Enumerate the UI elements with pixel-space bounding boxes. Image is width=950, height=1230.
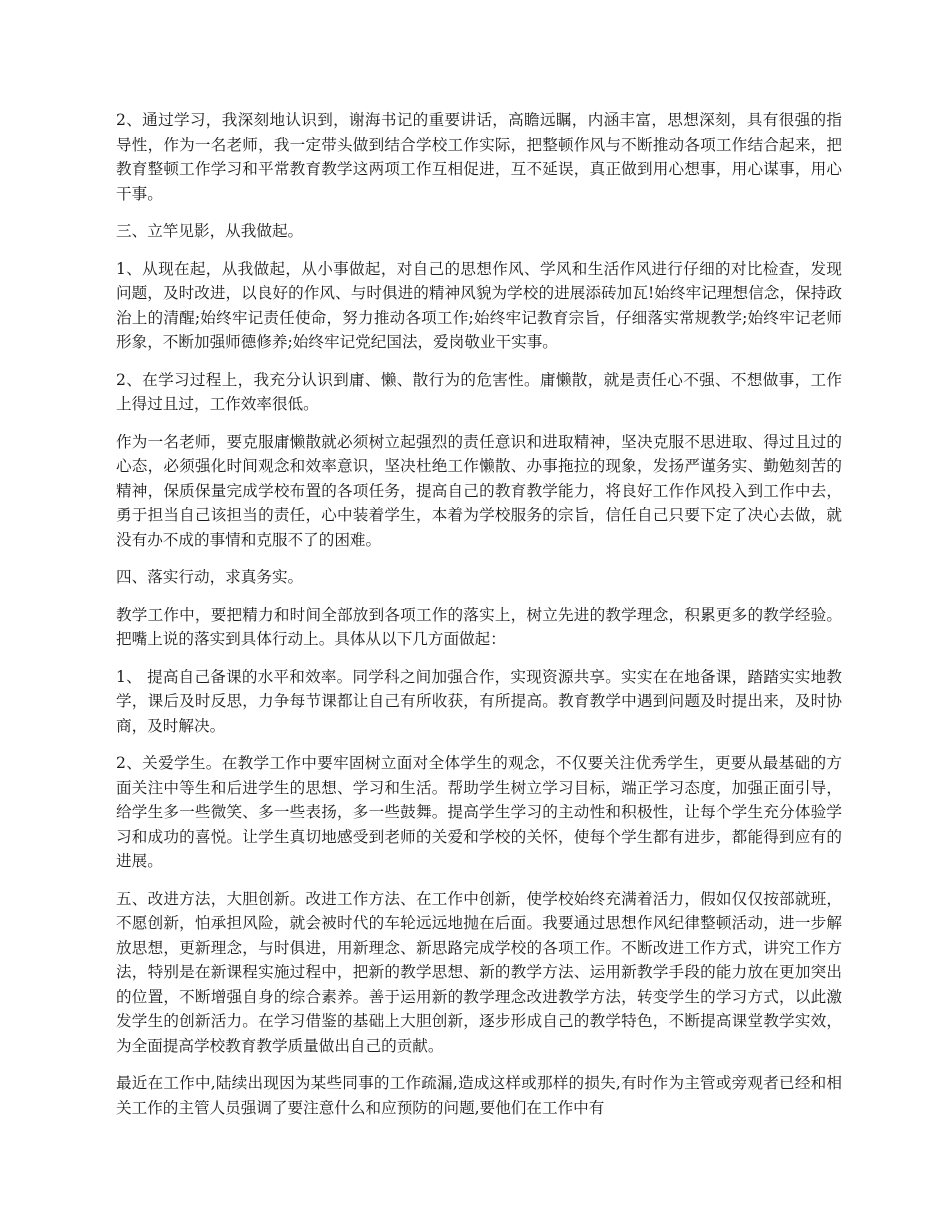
paragraph-lesson-prep: 1、 提高自己备课的水平和效率。同学科之间加强合作，实现资源共享。实实在在地备课，踏踏实实地教学，课后及时反思，力争每节课都让自己有所收获，有所提高。教育教学中遇到问题及时提出来，及时协商，及时解决。 — [116, 667, 842, 735]
paragraph-study-insight: 2、通过学习，我深刻地认识到，谢海书记的重要讲话，高瞻远瞩，内涵丰富，思想深刻，具有很强的指导性，作为一名老师，我一定带头做到结合学校工作实际，把整顿作风与不断推动各项工作结合起来，把教育整顿工作学习和平常教育教学这两项工作互相促进，互不延误，真正做到用心想事，用心谋事，用心干事。 — [116, 111, 842, 203]
paragraph-laziness-harm: 2、在学习过程上，我充分认识到庸、懒、散行为的危害性。庸懒散，就是责任心不强、不想做事，工作上得过且过，工作效率很低。 — [116, 370, 842, 413]
heading-section-three: 三、立竿见影，从我做起。 — [116, 222, 304, 240]
paragraph-start-from-me: 1、从现在起，从我做起，从小事做起，对自己的思想作风、学风和生活作风进行仔细的对比检查，发现问题，及时改进，以良好的作风、与时俱进的精神风貌为学校的进展添砖加瓦!始终牢记理想信念，保持政治上的清醒;始终牢记责任使命，努力推动各项工作;始终牢记教育宗旨，仔细落实常规教学;始终牢记老师形象，不断加强师德修养;始终牢记党纪国法，爱岗敬业干实事。 — [116, 259, 842, 351]
paragraph-teaching-work: 教学工作中，要把精力和时间全部放到各项工作的落实上，树立先进的教学理念，积累更多的教学经验。把嘴上说的落实到具体行动上。具体从以下几方面做起： — [116, 605, 842, 648]
paragraph-innovation: 五、改进方法，大胆创新。改进工作方法、在工作中创新，使学校始终充满着活力，假如仅仅按部就班，不愿创新，怕承担风险，就会被时代的车轮远远地抛在后面。我要通过思想作风纪律整顿活动，进一步解放思想，更新理念，与时俱进，用新理念、新思路完成学校的各项工作。不断改进工作方式，讲究工作方法，特别是在新课程实施过程中，把新的教学思想、新的教学方法、运用新教学手段的能力放在更加突出的位置，不断增强自身的综合素养。善于运用新的教学理念改进教学方法，转变学生的学习方式，以此激发学生的创新活力。在学习借鉴的基础上大胆创新，逐步形成自己的教学特色，不断提高课堂教学实效，为全面提高学校教育教学质量做出自己的贡献。 — [116, 889, 842, 1055]
paragraph-recent-work: 最近在工作中,陆续出现因为某些同事的工作疏漏,造成这样或那样的损失,有时作为主管或旁观者已经和相关工作的主管人员强调了要注意什么和应预防的问题,要他们在工作中有 — [116, 1074, 842, 1117]
heading-section-four: 四、落实行动，求真务实。 — [116, 568, 304, 586]
paragraph-care-students: 2、关爱学生。在教学工作中要牢固树立面对全体学生的观念，不仅要关注优秀学生，更要从最基础的方面关注中等生和后进学生的思想、学习和生活。帮助学生树立学习目标，端正学习态度，加强正面引导，给学生多一些微笑、多一些表扬，多一些鼓舞。提高学生学习的主动性和积极性，让每个学生充分体验学习和成功的喜悦。让学生真切地感受到老师的关爱和学校的关怀，使每个学生都有进步，都能得到应有的进展。 — [116, 754, 842, 870]
paragraph-teacher-responsibility: 作为一名老师，要克服庸懒散就必须树立起强烈的责任意识和进取精神，坚决克服不思进取、得过且过的心态，必须强化时间观念和效率意识，坚决杜绝工作懒散、办事拖拉的现象，发扬严谨务实、勤勉刻苦的精神，保质保量完成学校布置的各项任务，提高自己的教育教学能力，将良好工作作风投入到工作中去，勇于担当自己该担当的责任，心中装着学生，本着为学校服务的宗旨，信任自己只要下定了决心去做，就没有办不成的事情和克服不了的困难。 — [116, 432, 842, 549]
